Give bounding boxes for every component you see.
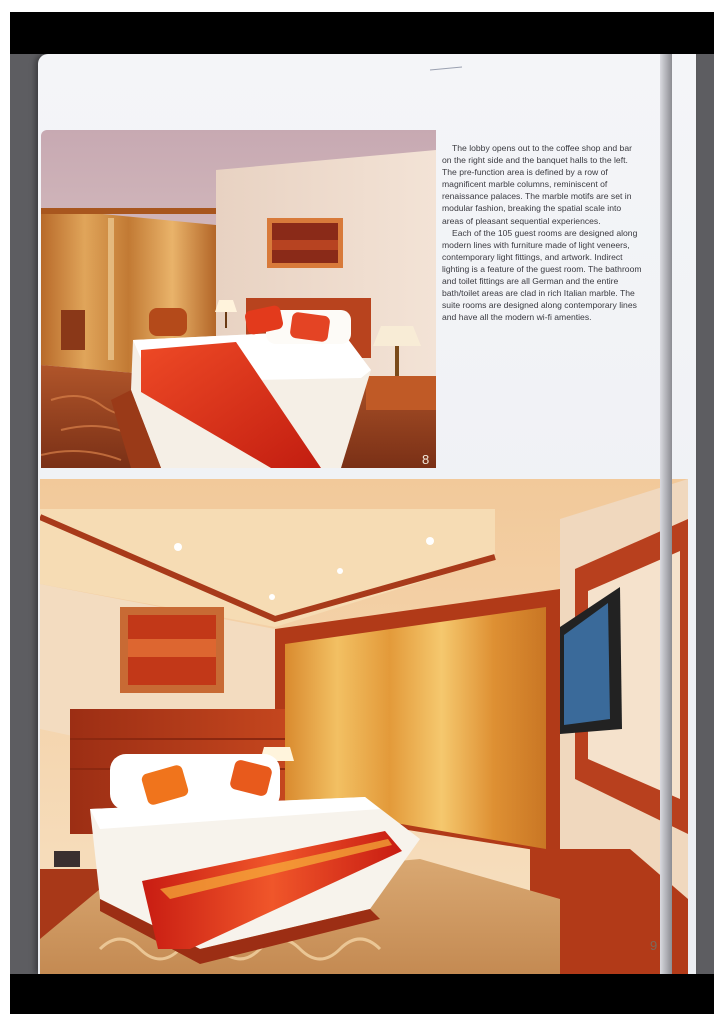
folio-number-top: 8 [422,452,430,467]
suite-room-photo-bottom [40,479,688,974]
article-text [442,142,642,323]
page-mark [428,66,464,72]
page-edge-shadow [660,54,672,974]
folio-number-bottom: 9 [650,938,658,953]
magazine-page [38,54,696,974]
scanned-spread [10,54,714,974]
guest-room-photo-top [41,130,436,468]
article-paragraph-2: Each of the 105 guest rooms are designed along modern lines with furniture made of light veneers, contemporary light fittings, and artwork. Indirect lighting is a feature of the guest room. The bathroom and toilet fittings are all German and the entire bath/toilet areas are clad in rich Italian marble. The suite rooms are designed along contemporary lines and have all the modern wi-fi amenties. [442,227,642,323]
article-paragraph-1: The lobby opens out to the coffee shop and bar on the right side and the banquet halls to the left. The pre-function area is defined by a row of magnificent marble columns, reminiscent of renaissance palaces. The marble motifs are set in modular fashion, breaking the spatial scale into areas of pleasant sequential experiences. [442,143,632,226]
